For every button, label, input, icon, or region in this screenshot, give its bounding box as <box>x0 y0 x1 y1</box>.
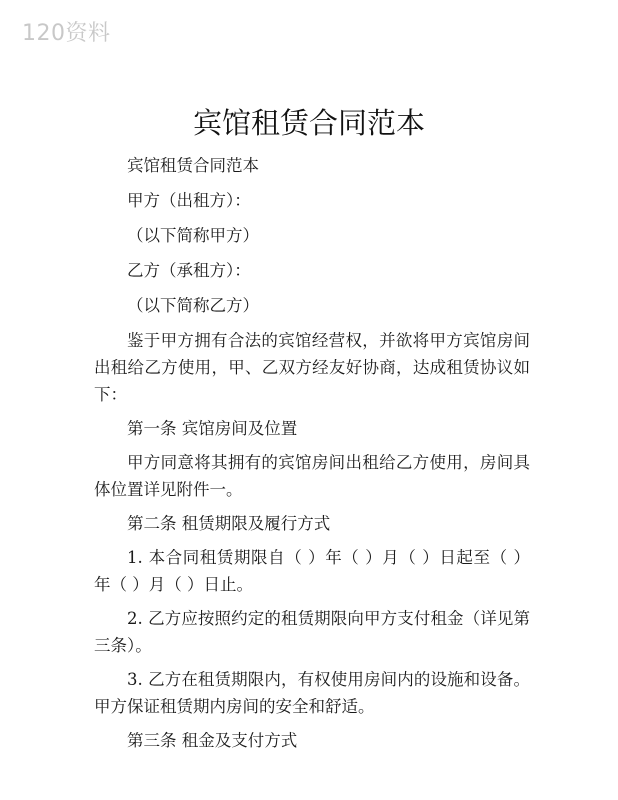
article-1-heading: 第一条 宾馆房间及位置 <box>127 419 298 438</box>
article-1-body: 甲方同意将其拥有的宾馆房间出租给乙方使用，房间具体位置详见附件一。 <box>94 453 530 499</box>
paragraph-party-b: 乙方（承租方）： <box>127 261 251 280</box>
paragraph-party-a: 甲方（出租方）： <box>127 191 251 210</box>
paragraph-party-a-short: （以下简称甲方） <box>127 226 259 245</box>
document-body <box>94 152 530 754</box>
paragraph-preamble: 鉴于甲方拥有合法的宾馆经营权，并欲将甲方宾馆房间出租给乙方使用，甲、乙双方经友好协商，达成租赁协议如下： <box>94 331 530 404</box>
article-2-heading: 第二条 租赁期限及履行方式 <box>127 514 331 533</box>
article-2-item-2: 2. 乙方应按照约定的租赁期限向甲方支付租金（详见第三条）。 <box>94 609 530 655</box>
document-title: 宾馆租赁合同范本 <box>192 106 425 140</box>
paragraph-party-b-short: （以下简称乙方） <box>127 296 259 315</box>
paragraph-subtitle: 宾馆租赁合同范本 <box>127 156 259 175</box>
article-2-item-1: 1. 本合同租赁期限自（ ）年（ ）月（ ）日起至（ ）年（ ）月（ ）日止。 <box>94 548 530 594</box>
article-3-heading: 第三条 租金及支付方式 <box>127 731 298 750</box>
article-2-item-3: 3. 乙方在租赁期限内，有权使用房间内的设施和设备。甲方保证租赁期内房间的安全和舒适。 <box>94 670 530 716</box>
watermark: 120资料 <box>22 21 111 46</box>
